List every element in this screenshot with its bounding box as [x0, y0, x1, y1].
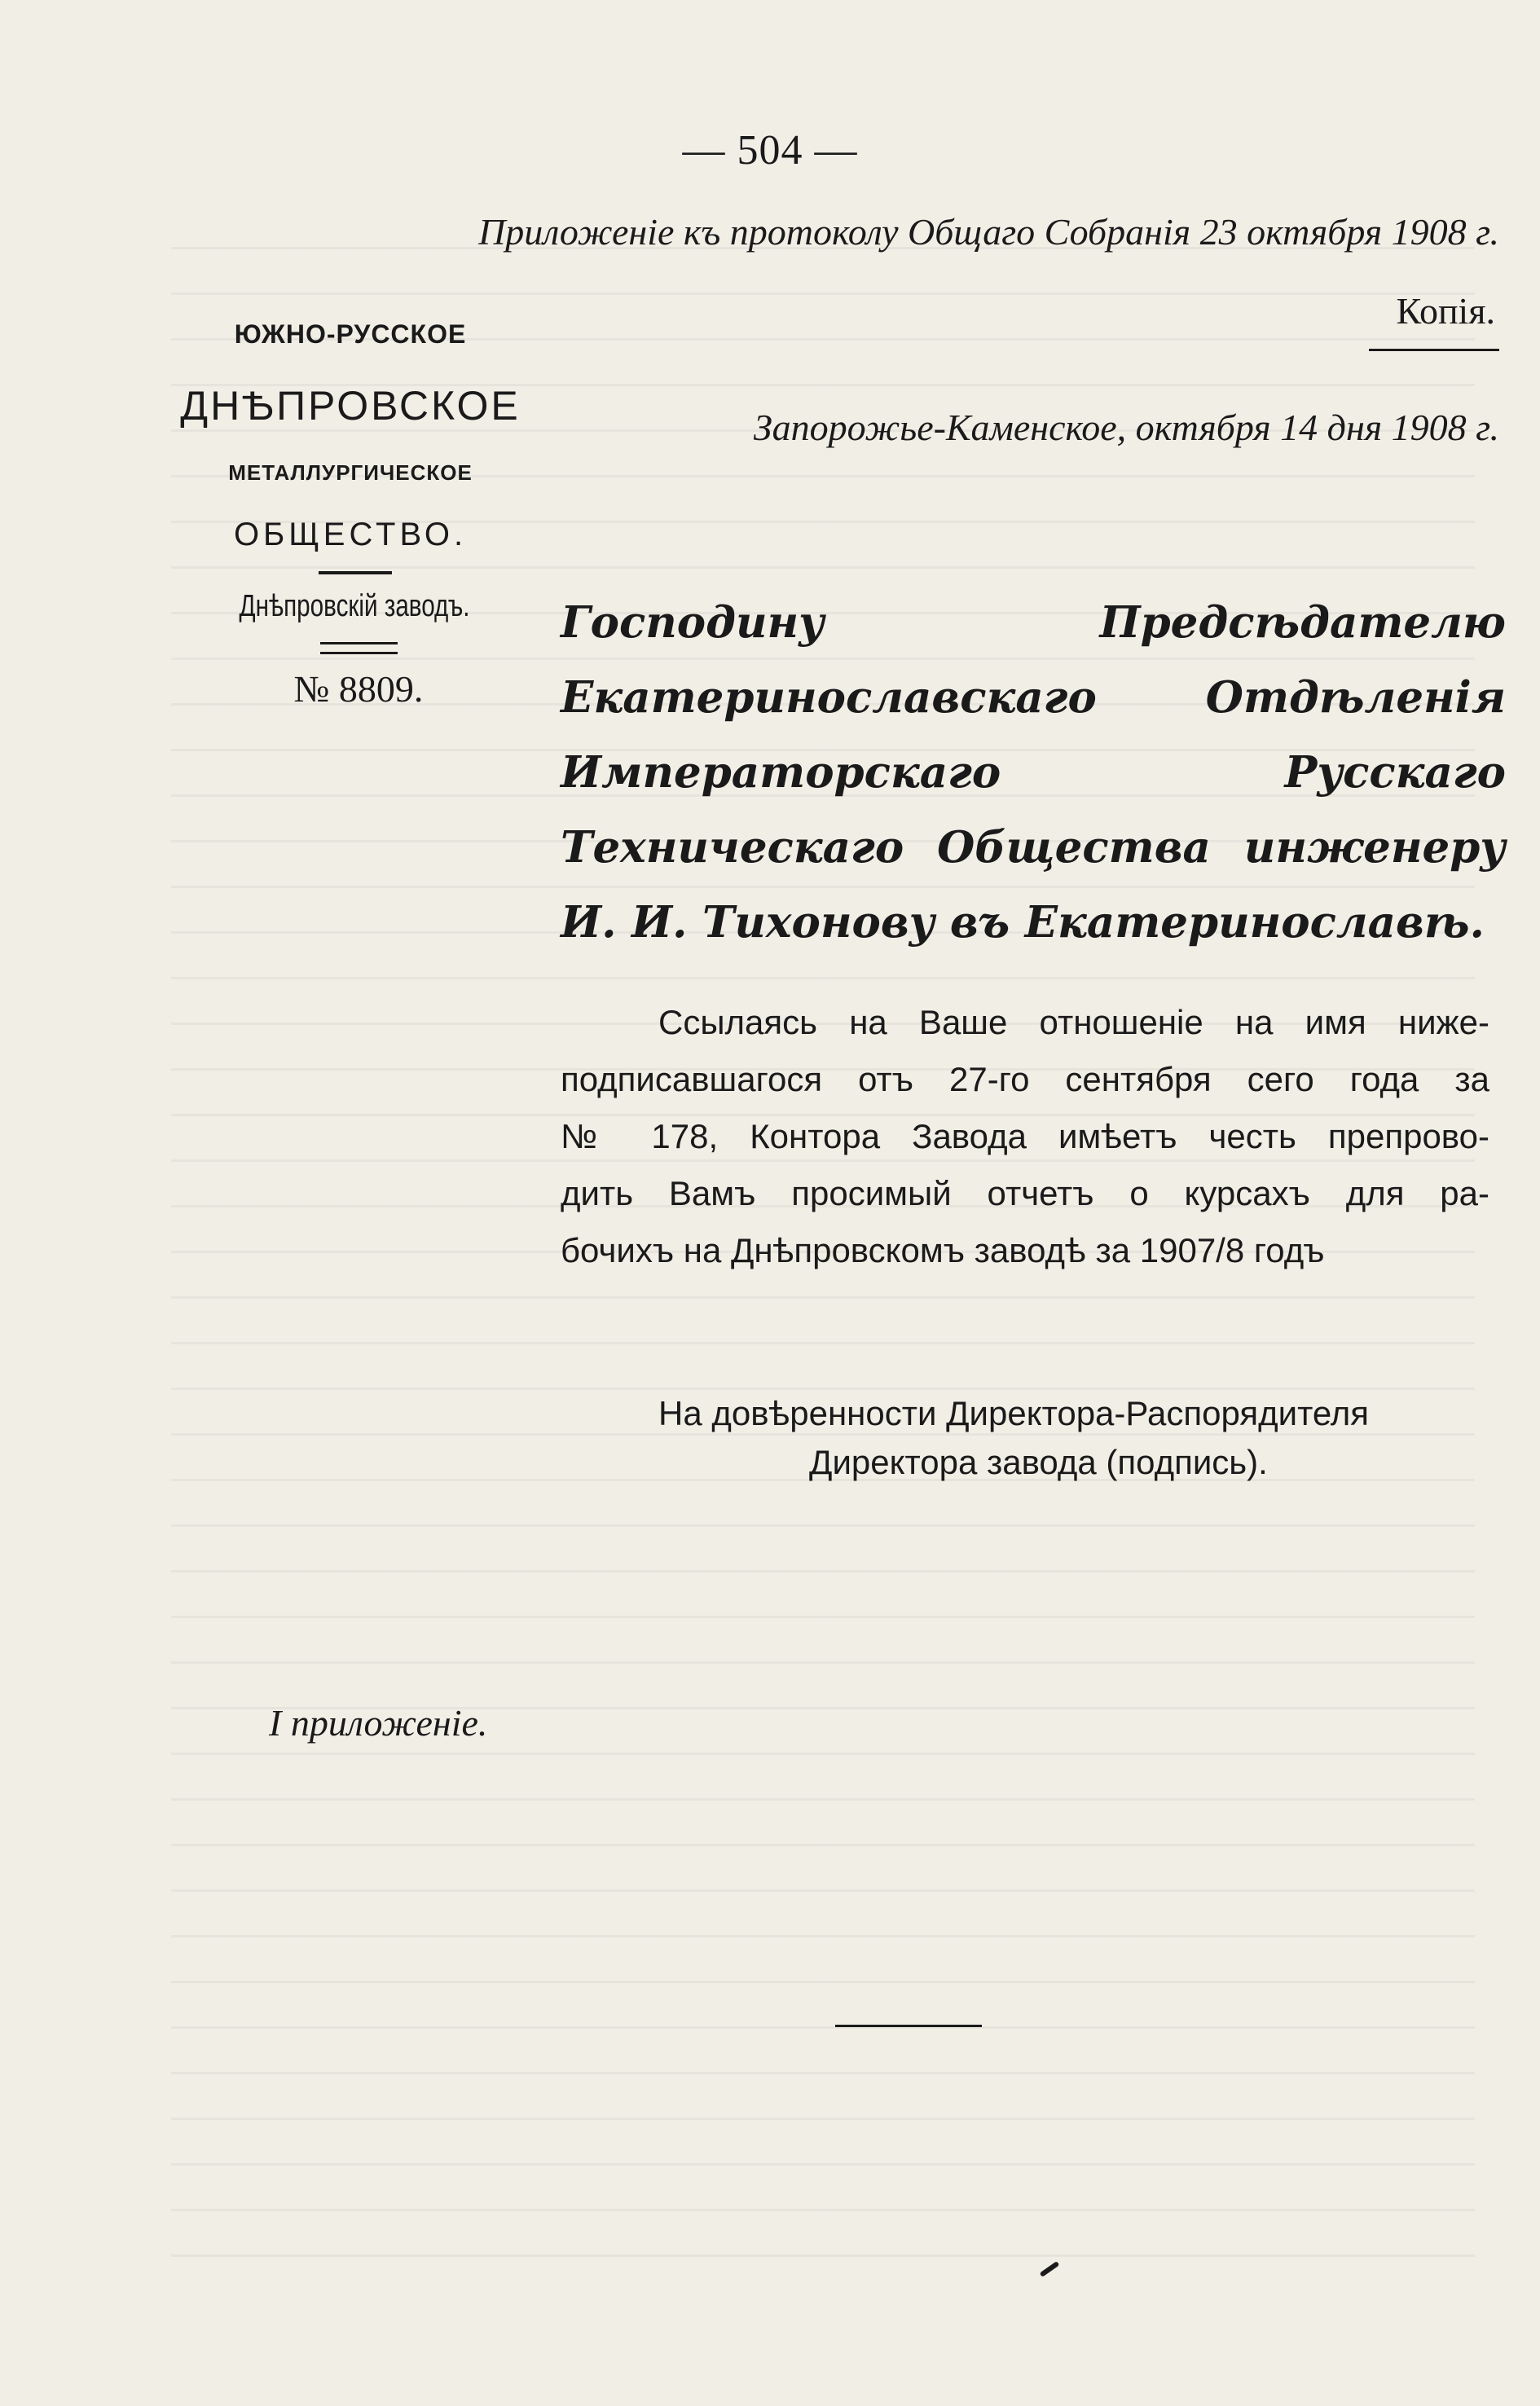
letterhead-company: ДНѢПРОВСКОЕ [180, 383, 521, 429]
letter-body [561, 994, 1489, 1279]
page-number: — 504 — [682, 127, 858, 174]
attachment-note: I приложеніе. [269, 1702, 488, 1744]
letterhead-society: ОБЩЕСТВО. [233, 517, 468, 552]
copy-underline [1369, 349, 1499, 351]
copy-label: Копія. [1396, 290, 1495, 332]
body-line: подписавшагося отъ 27-го сентября сего года за [561, 1060, 1489, 1098]
letterhead-region: ЮЖНО-РУССКОЕ [234, 319, 467, 349]
letterhead [163, 319, 570, 710]
signature-line: На довѣренности Директора-Распорядителя [658, 1394, 1370, 1432]
body-line: Ссылаясь на Ваше отношеніе на имя ниже- [658, 1003, 1489, 1041]
letterhead-type: МЕТАЛЛУРГИЧЕСКОЕ [228, 460, 473, 485]
place-date: Запорожье-Каменское, октября 14 дня 1908 г. [753, 407, 1499, 448]
signature-line: Директора завода (подпись). [809, 1443, 1268, 1481]
ink-mark [1040, 2261, 1060, 2277]
body-line: бочихъ на Днѣпровскомъ заводѣ за 1907/8 годъ [561, 1231, 1325, 1269]
letterhead-number: № 8809. [293, 668, 424, 710]
bottom-rule [835, 2025, 982, 2027]
body-line: дить Вамъ просимый отчетъ о курсахъ для ра- [561, 1174, 1489, 1212]
body-line: № 178, Контора Завода имѣетъ честь препрово- [561, 1117, 1489, 1155]
signature-block [658, 1389, 1369, 1487]
letterhead-plant: Днѣпровскій заводъ. [239, 589, 470, 623]
appendix-header: Приложеніе къ протоколу Общаго Собранія 23 октября 1908 г. [478, 211, 1499, 253]
letterhead-rule [319, 571, 392, 574]
letterhead-double-rule [320, 642, 398, 654]
addressee: Господину Предсѣдателю Екатеринославскаго Отдѣленія Императорскаго Русскаго Техническаго Общества инженеру И. И. Тихонову въ Екатеринославѣ. [561, 597, 1506, 948]
